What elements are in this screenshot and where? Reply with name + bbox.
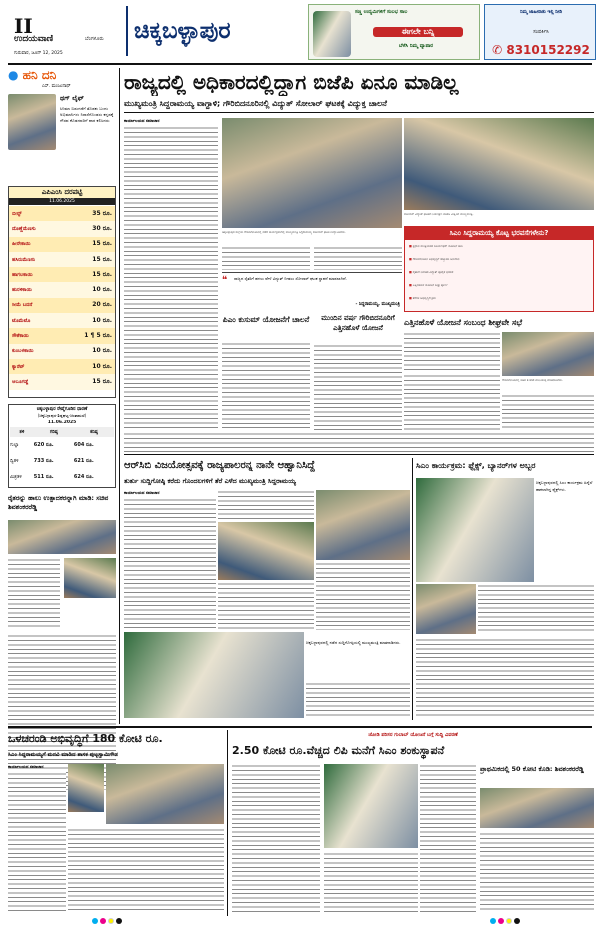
quote-icon: ❝ <box>222 275 228 286</box>
rcb-text-col-4 <box>316 562 410 630</box>
lead-headline[interactable]: ರಾಜ್ಯದಲ್ಲಿ ಅಧಿಕಾರದಲ್ಲಿದ್ದಾಗ ಬಿಜೆಪಿ ಏನೂ ಮಾಡಿಲ್ಲ <box>124 70 459 94</box>
masthead <box>0 0 600 62</box>
silk-max: 733 ರೂ. <box>33 458 54 464</box>
lipi-text-3 <box>420 764 476 912</box>
honey-author: ಎಸ್. ಮಂಜುನಾಥ್ <box>42 84 71 89</box>
table-row <box>9 252 115 267</box>
honey-brand <box>8 68 116 83</box>
apmc-item: ದೊಣ್ಣೆಮೆಣಸು <box>12 225 36 232</box>
lead-quote-box <box>222 272 402 310</box>
rcb-photo <box>218 522 314 580</box>
cm-event-caption: ಚಿಕ್ಕಬಳ್ಳಾಪುರದಲ್ಲಿ ಸಿಎಂ ಕಾರ್ಯಕ್ರಮ ಹಿನ್ನೆಲೆ ಹಾಕಲಾಗಿದ್ದ ಫ್ಲೆಕ್ಸ್‌ಗಳು. <box>536 480 593 492</box>
table-row <box>9 221 115 236</box>
primary-text <box>480 832 594 912</box>
highlight-item-text: ಪ್ರಧಾನ ಮಂತ್ರಿಯವರ ಸೂರ್ಯಘರ್ ಯೋಜನೆ ಜಾರಿ <box>412 244 463 248</box>
registration-mark <box>498 918 504 924</box>
apmc-price: 1 ¶ 5 ರೂ. <box>84 332 112 340</box>
ad-loan-top: ಸಣ್ಣ ಉದ್ಯಮಿಗಳಿಗೆ ಸುಲಭ ಸಾಲ <box>355 9 408 15</box>
apmc-price: 20 ರೂ. <box>92 301 112 309</box>
highlight-item <box>409 296 591 308</box>
sidebar-story-text <box>8 558 60 628</box>
sidebar-story-photo <box>8 520 116 554</box>
honey-title: ಥಗ್ ಲೈಫ್ <box>60 94 84 102</box>
silk-col-breed: ತಳಿ <box>19 430 25 435</box>
honey-poem: ಸಿನಿಮಾ ಬಿಡುಗಡೆಗೆ ತೊಡಕು ಬಂದು ಅಭಿಮಾನಿಗಳು ನಿರಾಸೆಗೊಂಡರು ಕನ್ನಡಕ್ಕೆ ಗೌರವ ಕೊಡದವರಿಗೆ ಪಾಠ ಕಲಿಸಿದರು <box>60 106 114 123</box>
table-row <box>9 206 115 221</box>
ad-loan-bottom: ಬೆಳೆಸಿ ನಿಮ್ಮ ವ್ಯಾಪಾರ <box>398 43 434 49</box>
apmc-price: 10 ರೂ. <box>92 286 112 294</box>
table-row <box>9 359 115 374</box>
yettina-photo <box>502 332 594 376</box>
registration-mark <box>514 918 520 924</box>
table-row <box>9 267 115 282</box>
lead-photo-caption: ಚಿಕ್ಕಬಳ್ಳಾಪುರ ಜಿಲ್ಲೆಯ ಗೌರಿಬಿದನೂರಿನಲ್ಲಿ ನಡೆದ ಕಾರ್ಯಕ್ರಮದಲ್ಲಿ ಮುಖ್ಯಮಂತ್ರಿ ಸಿದ್ದರಾಮಯ್ಯ ಸೋಲಾರ್ ಘಟಕ ಉದ್ಘಾಟಿಸಿದರು. <box>222 230 346 234</box>
rcb-subhead: ತುರ್ತು ಸುದ್ದಿಗೋಷ್ಠಿ ಕರೆದು ಗೊಂದಲಗಳಿಗೆ ತೆರೆ ಎಳೆದ ಮುಖ್ಯಮಂತ್ರಿ ಸಿದ್ದರಾಮಯ್ಯ <box>124 477 296 485</box>
apmc-price: 35 ರೂ. <box>92 209 112 217</box>
drainage-text-2 <box>68 828 224 912</box>
table-row <box>9 328 115 343</box>
primary-headline[interactable]: ಪ್ರಾಥಮಿಕದಲ್ಲಿ 50 ಕೋಟಿ ಕೊಡಿ: ಶಿವಶಂಕರರೆಡ್ಡಿ <box>480 765 584 773</box>
silk-col-min: ಕನಿಷ್ಠ <box>90 430 98 435</box>
apmc-item: ಹಸಿರುಮೆಣಸು <box>12 256 36 263</box>
apmc-item: ಬೀನ್ಸ್ <box>12 210 22 217</box>
registration-mark <box>116 918 122 924</box>
silk-box <box>8 404 116 488</box>
rcb-text-col-3 <box>218 582 314 630</box>
apmc-price: 10 ರೂ. <box>92 362 112 370</box>
table-row <box>9 237 115 252</box>
next-year-text <box>314 344 402 430</box>
lead-continuation-text <box>124 432 594 452</box>
apmc-item: ಹೀರೇಕಾಯಿ <box>12 241 31 248</box>
drainage-headline[interactable]: ಒಳಚರಂಡಿ ಅಭಿವೃದ್ಧಿಗೆ 180 ಕೋಟಿ ರೂ. <box>8 732 163 745</box>
silk-min: 621 ರೂ. <box>73 458 94 464</box>
primary-photo <box>480 788 594 828</box>
yettina-text-3 <box>502 394 594 430</box>
rcb-text-col-1 <box>124 498 216 630</box>
silk-max: 511 ರೂ. <box>33 474 54 480</box>
apmc-table <box>9 206 115 390</box>
silk-max: 620 ರೂ. <box>33 442 54 448</box>
lipi-text-1 <box>232 764 320 912</box>
highlight-item <box>409 244 591 256</box>
apmc-price: 10 ರೂ. <box>92 347 112 355</box>
sidebar-story-headline[interactable]: ರೈತರನ್ನು ಹಾಲು ಉತ್ಪಾದಕರನ್ನಾಗಿ ಮಾಡಿ: ಸಚಿವ ಶಿವಶಂಕರರೆಡ್ಡಿ <box>8 494 109 511</box>
apmc-price: 15 ರೂ. <box>92 240 112 248</box>
page-number: II <box>14 14 33 38</box>
table-header <box>10 427 114 437</box>
lead-quote: ರಾಜ್ಯದ ರೈತರಿಗೆ ಹಗಲು ವೇಳೆ ವಿದ್ಯುತ್ ನೀಡಲು ಸೋಲಾರ್ ಘಟಕ ಸ್ಥಾಪನೆ ಮಾಡಲಾಗಿದೆ. <box>234 276 347 281</box>
bottom-rule <box>8 726 592 728</box>
apmc-item: ಹಾಗಲಕಾಯಿ <box>12 271 33 278</box>
lipi-text-2 <box>324 852 418 912</box>
drainage-photo <box>68 764 104 812</box>
rcb-photo-2 <box>316 490 410 560</box>
ad-loan[interactable] <box>308 4 480 60</box>
registration-mark <box>100 918 106 924</box>
cm-event-photo-2 <box>416 584 476 634</box>
registration-mark <box>506 918 512 924</box>
kusum-text <box>222 342 310 430</box>
lipi-photo <box>324 764 418 848</box>
table-row <box>10 469 114 485</box>
silk-breed: ಮಿಶ್ರತಳಿ <box>10 475 22 480</box>
table-row <box>10 437 114 453</box>
bullet-icon: ■ <box>409 270 413 274</box>
date-line: ಗುರುವಾರ, ಜೂನ್ 12, 2025 <box>14 51 63 56</box>
apmc-item: ಸೀಮೆ ಬದನೆ <box>12 302 33 309</box>
silk-sub: (ಚಿಕ್ಕಬಳ್ಳಾಪುರ-ಶಿಡ್ಲಘಟ್ಟ-ಚಿಂತಾಮಣಿ) <box>37 413 87 418</box>
honey-cartoon <box>8 94 56 150</box>
cm-event-text-1 <box>478 584 594 634</box>
highlight-item <box>409 257 591 269</box>
apmc-title: ಎಪಿಎಂಸಿ ದರಪಟ್ಟಿ <box>9 187 115 198</box>
table-row <box>9 344 115 359</box>
yettina-text-2 <box>404 374 500 430</box>
highlight-item-text: ಕೆರೆಗಳ ಅಭಿವೃದ್ಧಿಗೆ ಕ್ರಮ <box>412 296 436 300</box>
lead-photo-2 <box>404 118 594 210</box>
ad-contact-mid: ಸಂಪರ್ಕಿಸಿ <box>533 29 549 35</box>
highlights-box <box>404 226 594 312</box>
registration-mark <box>92 918 98 924</box>
lipi-headline[interactable]: 2.50 ಕೋಟಿ ರೂ.ವೆಚ್ಚದ ಲಿಪಿ ಮನೆಗೆ ಸಿಎಂ ಶಂಕುಸ್ಥಾಪನೆ <box>232 744 445 757</box>
edition-title: ಚಿಕ್ಕಬಳ್ಳಾಪುರ <box>126 6 306 56</box>
honey-brand-text: ಹನಿ ದನಿ <box>22 68 57 82</box>
apmc-item: ಟೊಮೆಟೊ <box>12 317 31 324</box>
table-row <box>9 298 115 313</box>
bullet-icon: ■ <box>409 283 413 287</box>
registration-mark <box>108 918 114 924</box>
kusum-headline[interactable]: ಪಿಎಂ ಕುಸುಮ್ ಯೋಜನೆಗೆ ಚಾಲನೆ <box>222 315 310 324</box>
apmc-item: ಆಲೂಗಡ್ಡೆ <box>12 378 29 385</box>
lead-quote-by: - ಸಿದ್ದರಾಮಯ್ಯ, ಮುಖ್ಯಮಂತ್ರಿ <box>355 302 400 307</box>
yettina-caption: ಗೌರಿಬಿದನೂರಿನಲ್ಲಿ ಸಚಿವ ಕೆ.ಹೆಚ್.ಮುನಿಯಪ್ಪ ಮಾತನಾಡಿದರು. <box>502 378 563 382</box>
lead-text-col-2 <box>222 246 310 270</box>
rcb-text-col-5 <box>306 682 410 718</box>
ad-phone-image <box>313 11 351 57</box>
yettina-headline[interactable]: ಎತ್ತಿನಹೊಳೆ ಯೋಜನೆ ಸಂಬಂಧ ಶೀಘ್ರವೇ ಸಭೆ <box>404 318 523 327</box>
rcb-text-col-2 <box>218 490 314 520</box>
rcb-byline: ಕಾರ್ಯಾಲಯದ ಸಮಾಚಾರ <box>124 490 160 495</box>
lead-photo-2-caption: ಸೋಲಾರ್ ವಿದ್ಯುತ್ ಘಟಕದ ನಿಯಂತ್ರಣ ಕೊಠಡಿ ವೀಕ್ಷಿಸಿದ ಮುಖ್ಯಮಂತ್ರಿ. <box>404 212 474 216</box>
lead-text-col-3 <box>314 246 402 270</box>
print-marks <box>0 916 600 926</box>
apmc-price: 10 ರೂ. <box>92 316 112 324</box>
apmc-price: 15 ರೂ. <box>92 377 112 385</box>
apmc-item: ಸೌತೆಕಾಯಿ <box>12 333 29 340</box>
apmc-item: ಕುಂಬಳಕಾಯಿ <box>12 348 34 355</box>
cm-event-headline[interactable]: ಸಿಎಂ ಕಾರ್ಯಕ್ರಮ: ಫ್ಲೆಕ್ಸ್, ಬ್ಯಾನರ್‌ಗಳ ಅಬ್ಬರ <box>416 461 536 470</box>
table-row <box>9 313 115 328</box>
next-year-headline[interactable]: ಮುಂದಿನ ವರ್ಷ ಗೌರಿಬಿದನೂರಿಗೆ ಎತ್ತಿನಹೊಳೆ ಯೋಜನೆ <box>321 314 395 332</box>
highlight-item <box>409 270 591 282</box>
city-name: ಬೆಂಗಳೂರು <box>85 36 104 42</box>
bullet-icon: ■ <box>409 257 413 261</box>
table-row <box>10 453 114 469</box>
bullet-icon: ■ <box>409 244 413 248</box>
highlights-title: ಸಿಎಂ ಸಿದ್ದರಾಮಯ್ಯ ಕೊಟ್ಟ ಭರವಸೆಗಳೇನು? <box>405 227 593 240</box>
rcb-photo-3 <box>124 632 304 718</box>
apmc-item: ಕ್ಯಾರೆಟ್ <box>12 363 25 370</box>
ad-contact-phone-number: 8310152292 <box>506 43 590 57</box>
cm-divider <box>412 458 413 720</box>
highlight-item-text: ರೈತರಿಗೆ ನಿರಂತರ ವಿದ್ಯುತ್ ಪೂರೈಕೆ ಭರವಸೆ <box>412 270 454 274</box>
drainage-byline: ಕಾರ್ಯಾಲಯದ ಸಮಾಚಾರ <box>8 764 44 769</box>
phone-icon: ✆ <box>492 43 507 57</box>
cm-event-photo <box>416 478 534 582</box>
lead-byline: ಕಾರ್ಯಾಲಯದ ಸಮಾಚಾರ <box>124 118 160 123</box>
yettina-text <box>404 332 500 372</box>
table-row <box>9 374 115 389</box>
ad-contact-top: ನಿಮ್ಮ ಜಾಹೀರಾತು ಇಲ್ಲಿ ನೀಡಿ <box>520 10 562 15</box>
apmc-price: 15 ರೂ. <box>92 270 112 278</box>
apmc-price: 30 ರೂ. <box>92 224 112 232</box>
silk-min: 624 ರೂ. <box>73 474 94 480</box>
silk-table <box>10 427 114 485</box>
rcb-caption: ಚಿಕ್ಕಬಳ್ಳಾಪುರದಲ್ಲಿ ನಡೆದ ಸುದ್ದಿಗೋಷ್ಠಿಯಲ್ಲಿ ಮುಖ್ಯಮಂತ್ರಿ ಮಾತನಾಡಿದರು. <box>306 640 401 645</box>
apmc-box <box>8 186 116 398</box>
ad-contact[interactable] <box>484 4 596 60</box>
ad-contact-phone <box>488 43 594 57</box>
cm-event-text-2 <box>416 638 594 718</box>
lead-photo <box>222 118 402 228</box>
silk-date: 11.06.2025 <box>47 420 77 425</box>
sidebar-divider <box>119 68 120 724</box>
bullet-icon: ■ <box>409 296 413 300</box>
drainage-photo-2 <box>106 764 224 824</box>
table-row <box>9 282 115 297</box>
paper-name: ಉದಯವಾಣಿ <box>14 34 54 44</box>
highlight-item <box>409 283 591 295</box>
mid-rule <box>124 454 594 455</box>
highlight-item-text: ಗೌರಿಬಿದನೂರಿನ ಅಭಿವೃದ್ಧಿಗೆ ಹೆಚ್ಚುವರಿ ಅನುದಾನ <box>412 257 460 261</box>
registration-mark <box>490 918 496 924</box>
lead-text-col-1 <box>124 126 218 430</box>
silk-breed: ಗುಲ್ಲಾ <box>10 443 19 448</box>
lead-subhead: ಮುಖ್ಯಮಂತ್ರಿ ಸಿದ್ದರಾಮಯ್ಯ ವಾಗ್ದಾಳಿ; ಗೌರಿಬಿದನೂರಿನಲ್ಲಿ ವಿದ್ಯುತ್ ಸೋಲಾರ್ ಘಟಕಕ್ಕೆ ವಿದ್ಯುಕ್ತ ಚಾಲನೆ <box>124 99 387 108</box>
lipi-kicker: ಜೋಡಿ ಪರಿಸರ ಗುಲಾಬ್ ಯೋಜನೆ ಬಗ್ಗೆ ಸುದ್ದಿ ವಿವರಣೆ <box>368 732 458 738</box>
apmc-item: ಹುರಳಿಕಾಯಿ <box>12 287 32 294</box>
silk-col-max: ಗರಿಷ್ಠ <box>49 430 58 435</box>
bottom-divider <box>227 730 228 916</box>
silk-breed: ದ್ವಿತಳಿ <box>10 459 19 464</box>
drainage-text-1 <box>8 772 66 912</box>
apmc-date: 11.06.2025 <box>9 198 115 205</box>
sidebar-story-photo-2 <box>64 558 116 598</box>
rcb-headline[interactable]: ಆರ್‌ಸಿಬಿ ವಿಜಯೋತ್ಸವಕ್ಕೆ ರಾಜ್ಯಪಾಲರನ್ನ ನಾನೇ ಆಹ್ವಾನಿಸಿದ್ದೆ <box>124 460 316 471</box>
masthead-rule <box>8 63 592 65</box>
drop-icon: ● <box>8 68 19 82</box>
drainage-subhead: ಸಿಎಂ ಸಿದ್ದರಾಮಯ್ಯಗೆ ಮನವಿ ಮಾಡಿದ ಶಾಸಕ ಪುಟ್ಟಸ್ವಾಮಿಗೌಡ <box>8 752 118 758</box>
silk-min: 604 ರೂ. <box>73 442 94 448</box>
lead-rule <box>124 112 594 113</box>
ad-loan-mid: ಈಗಲೇ ಬನ್ನಿ <box>373 27 463 37</box>
silk-title: ಚಿಕ್ಕಬಳ್ಳಾಪುರ ರೇಷ್ಮೆಗೂಡಿನ ಧಾರಣೆ <box>36 407 88 412</box>
apmc-price: 15 ರೂ. <box>92 255 112 263</box>
highlight-item-text: ಎತ್ತಿನಹೊಳೆ ಯೋಜನೆ ಶೀಘ್ರ ಪೂರ್ಣ <box>412 283 448 287</box>
